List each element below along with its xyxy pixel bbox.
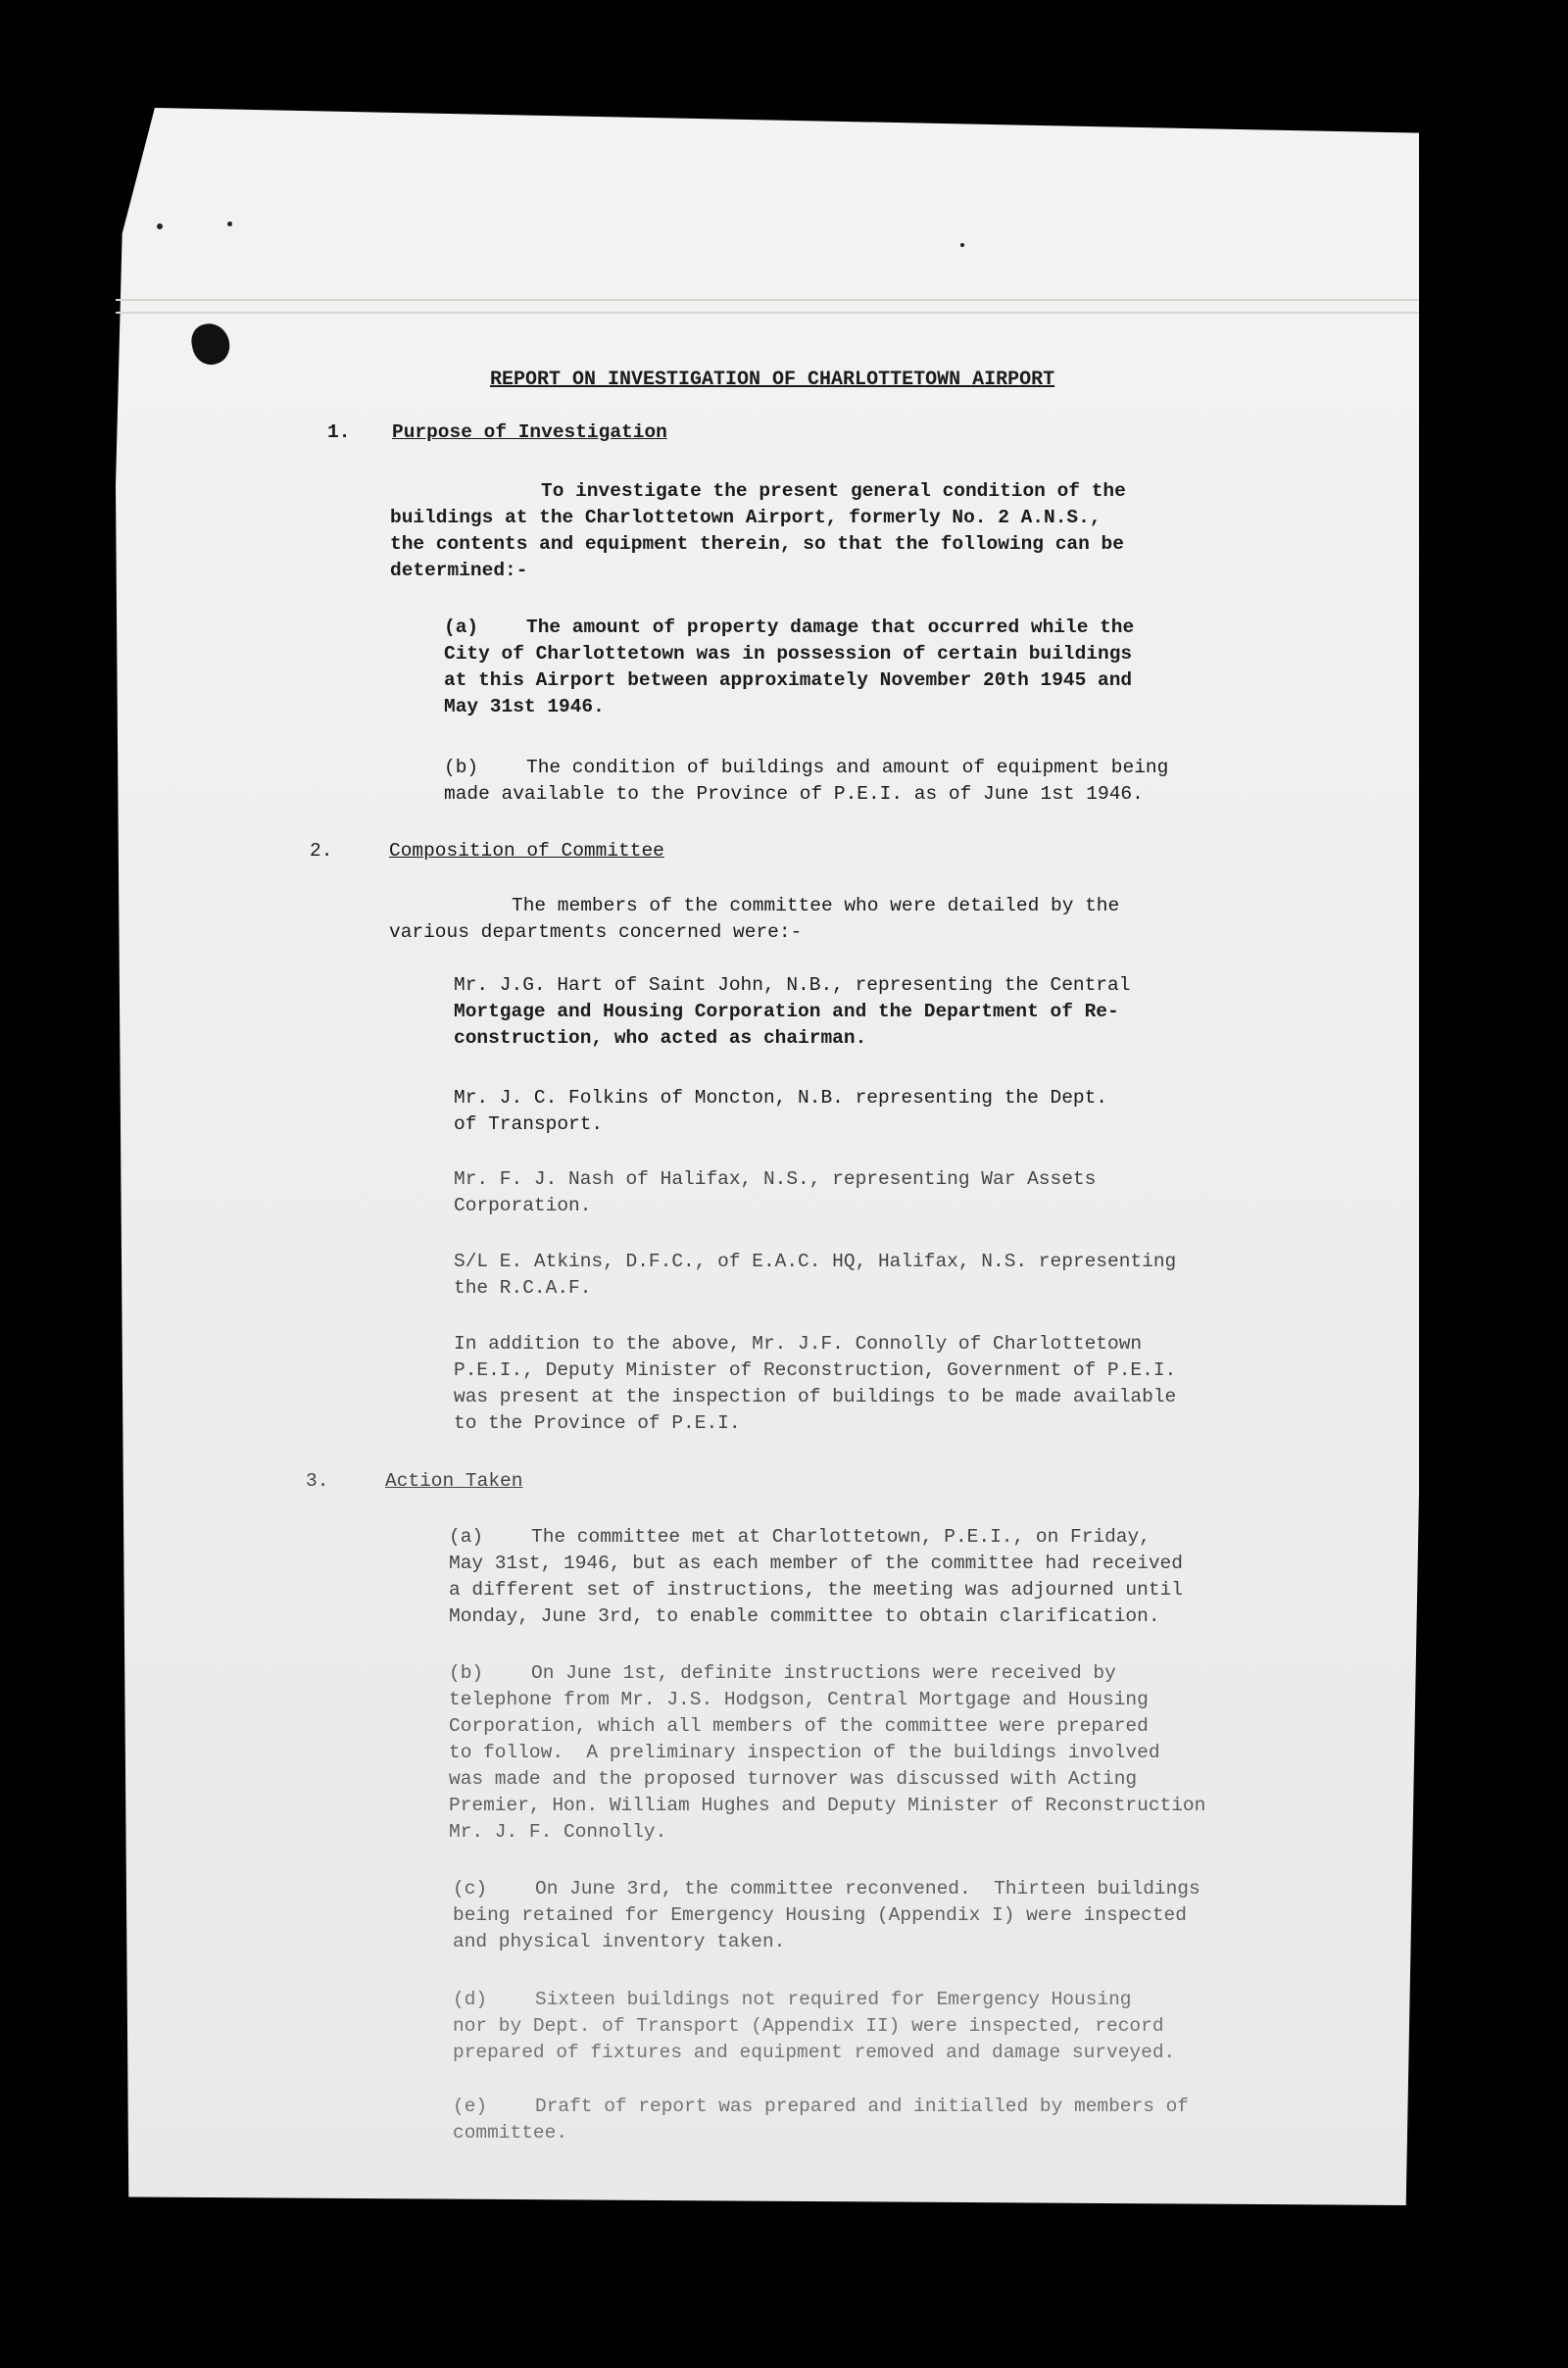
report-title: REPORT ON INVESTIGATION OF CHARLOTTETOWN AIRPORT (490, 369, 1055, 391)
item-line: City of Charlottetown was in possession of certain buildings (444, 643, 1133, 665)
item-line: Mr. J. F. Connolly. (449, 1821, 667, 1843)
item-line: being retained for Emergency Housing (Appendix I) were inspected (453, 1904, 1187, 1926)
item-line: prepared of fixtures and equipment removed and damage surveyed. (453, 2042, 1176, 2063)
member-line: S/L E. Atkins, D.F.C., of E.A.C. HQ, Halifax, N.S. representing (454, 1251, 1177, 1272)
member-line: Mr. J. C. Folkins of Moncton, N.B. representing the Dept. (454, 1087, 1108, 1109)
item-line: The condition of buildings and amount of equipment being (526, 757, 1169, 778)
item-line: On June 1st, definite instructions were received by (531, 1662, 1116, 1684)
member-line: Mr. F. J. Nash of Halifax, N.S., representing War Assets (454, 1168, 1097, 1190)
section-number: 3. (306, 1470, 329, 1492)
item-line: Premier, Hon. William Hughes and Deputy Minister of Reconstruction (449, 1795, 1206, 1816)
item-line: to follow. A preliminary inspection of the buildings involved (449, 1742, 1160, 1763)
section-number: 2. (310, 840, 333, 862)
member-line: was present at the inspection of buildings to be made available (454, 1386, 1177, 1407)
item-line: The committee met at Charlottetown, P.E.I., on Friday, (531, 1526, 1151, 1548)
section-heading: Action Taken (385, 1470, 523, 1492)
item-line: was made and the proposed turnover was discussed with Acting (449, 1768, 1138, 1790)
item-line: Corporation, which all members of the committee were prepared (449, 1715, 1149, 1737)
section-heading: Composition of Committee (389, 840, 664, 862)
member-line: Mortgage and Housing Corporation and the Department of Re- (454, 1001, 1119, 1022)
section-number: 1. (327, 421, 351, 443)
member-line: construction, who acted as chairman. (454, 1027, 867, 1049)
paragraph-line: the contents and equipment therein, so that the following can be (390, 533, 1124, 555)
paragraph-line: To investigate the present general condition of the (541, 480, 1126, 502)
item-label: (b) (444, 757, 479, 778)
paragraph-line: various departments concerned were:- (389, 921, 803, 943)
item-line: made available to the Province of P.E.I. as of June 1st 1946. (444, 783, 1144, 805)
item-line: May 31st 1946. (444, 696, 605, 717)
item-line: committee. (453, 2122, 568, 2144)
item-label: (e) (453, 2096, 488, 2117)
item-line: May 31st, 1946, but as each member of the committee had received (449, 1553, 1183, 1574)
item-line: at this Airport between approximately November 20th 1945 and (444, 669, 1133, 691)
item-line: Draft of report was prepared and initialled by members of (535, 2096, 1190, 2117)
item-line: nor by Dept. of Transport (Appendix II) were inspected, record (453, 2015, 1164, 2037)
member-line: Corporation. (454, 1195, 592, 1216)
item-label: (d) (453, 1989, 488, 2010)
member-line: P.E.I., Deputy Minister of Reconstruction, Government of P.E.I. (454, 1359, 1177, 1381)
paragraph-line: determined:- (390, 560, 528, 581)
item-line: a different set of instructions, the meeting was adjourned until (449, 1579, 1183, 1601)
member-line: to the Province of P.E.I. (454, 1412, 741, 1434)
item-label: (c) (453, 1878, 488, 1899)
item-line: Sixteen buildings not required for Emergency Housing (535, 1989, 1132, 2010)
paragraph-line: The members of the committee who were detailed by the (512, 895, 1120, 916)
section-heading: Purpose of Investigation (392, 421, 667, 443)
item-line: telephone from Mr. J.S. Hodgson, Central Mortgage and Housing (449, 1689, 1149, 1710)
member-line: Mr. J.G. Hart of Saint John, N.B., representing the Central (454, 974, 1131, 996)
item-label: (a) (449, 1526, 484, 1548)
member-line: In addition to the above, Mr. J.F. Connolly of Charlottetown (454, 1333, 1143, 1355)
item-label: (a) (444, 617, 479, 638)
paragraph-line: buildings at the Charlottetown Airport, formerly No. 2 A.N.S., (390, 507, 1102, 528)
item-line: On June 3rd, the committee reconvened. Thirteen buildings (535, 1878, 1200, 1899)
member-line: the R.C.A.F. (454, 1277, 592, 1299)
item-line: and physical inventory taken. (453, 1931, 786, 1952)
item-label: (b) (449, 1662, 484, 1684)
item-line: Monday, June 3rd, to enable committee to obtain clarification. (449, 1605, 1160, 1627)
item-line: The amount of property damage that occurred while the (526, 617, 1135, 638)
member-line: of Transport. (454, 1113, 604, 1135)
